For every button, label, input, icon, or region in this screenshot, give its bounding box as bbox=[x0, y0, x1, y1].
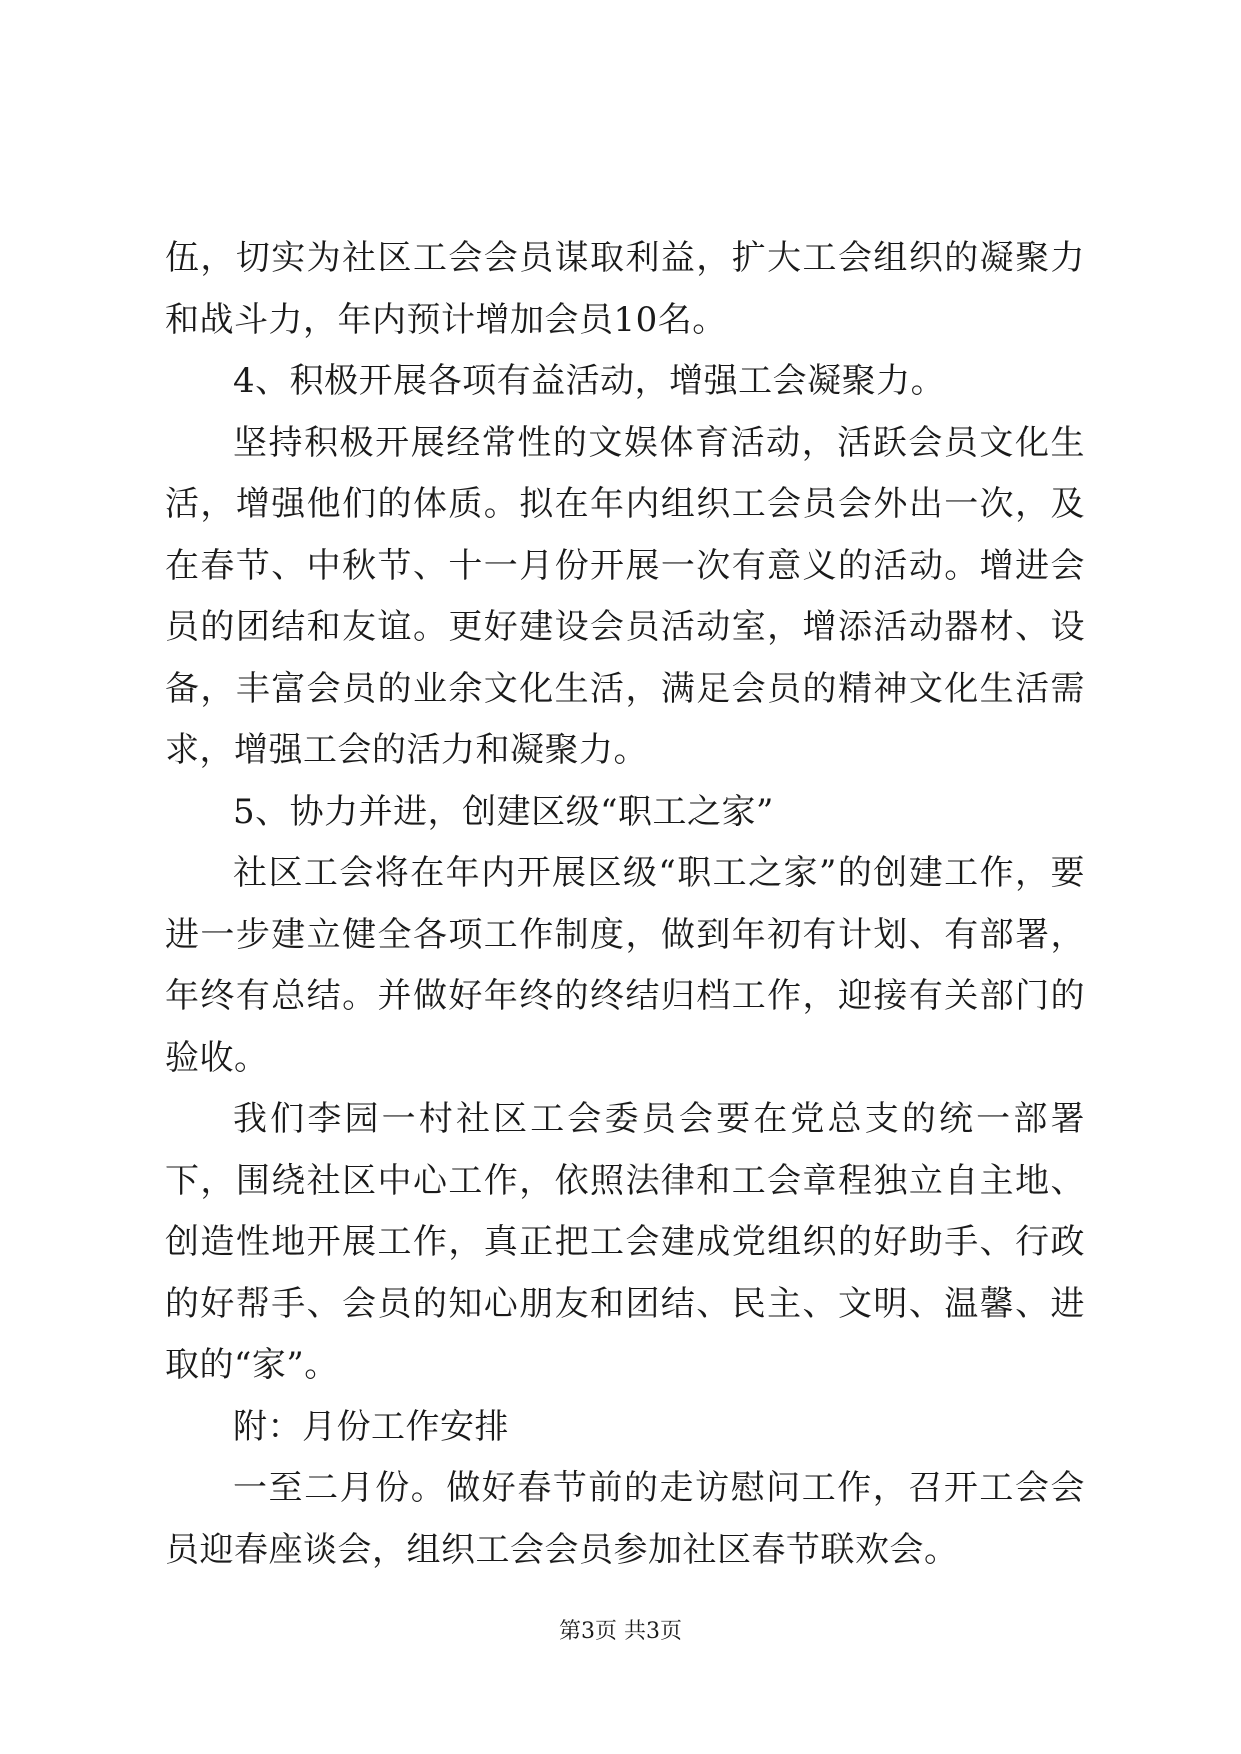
page-number-footer: 第3页 共3页 bbox=[559, 1619, 682, 1644]
section-heading-5: 5、协力并进，创建区级“职工之家” bbox=[233, 791, 774, 832]
paragraph-january-february: 一至二月份。做好春节前的走访慰问工作，召开工会会员迎春座谈会，组织工会会员参加社区春节联欢会。 bbox=[165, 1468, 1085, 1570]
section-heading-4: 4、积极开展各项有益活动，增强工会凝聚力。 bbox=[233, 361, 946, 401]
paragraph-activities: 坚持积极开展经常性的文娱体育活动，活跃会员文化生活，增强他们的体质。拟在年内组织工会员会外出一次，及在春节、中秋节、十一月份开展一次有意义的活动。增进会员的团结和友谊。更好建设会员活动室，增添活动器材、设备，丰富会员的业余文化生活，满足会员的精神文化生活需求，增强工会的活力和凝聚力。 bbox=[165, 422, 1085, 770]
paragraph-workers-home: 社区工会将在年内开展区级“职工之家”的创建工作，要进一步建立健全各项工作制度，做到年初有计划、有部署，年终有总结。并做好年终的终结归档工作，迎接有关部门的验收。 bbox=[165, 853, 1085, 1078]
document-body bbox=[165, 228, 1085, 1581]
paragraph-continuation: 伍，切实为社区工会会员谋取利益，扩大工会组织的凝聚力和战斗力，年内预计增加会员10名。 bbox=[165, 238, 1085, 340]
appendix-heading: 附：月份工作安排 bbox=[233, 1406, 509, 1447]
paragraph-conclusion: 我们李园一村社区工会委员会要在党总支的统一部署下，围绕社区中心工作，依照法律和工会章程独立自主地、创造性地开展工作，真正把工会建成党组织的好助手、行政的好帮手、会员的知心朋友和团结、民主、文明、温馨、进取的“家”。 bbox=[165, 1099, 1085, 1385]
